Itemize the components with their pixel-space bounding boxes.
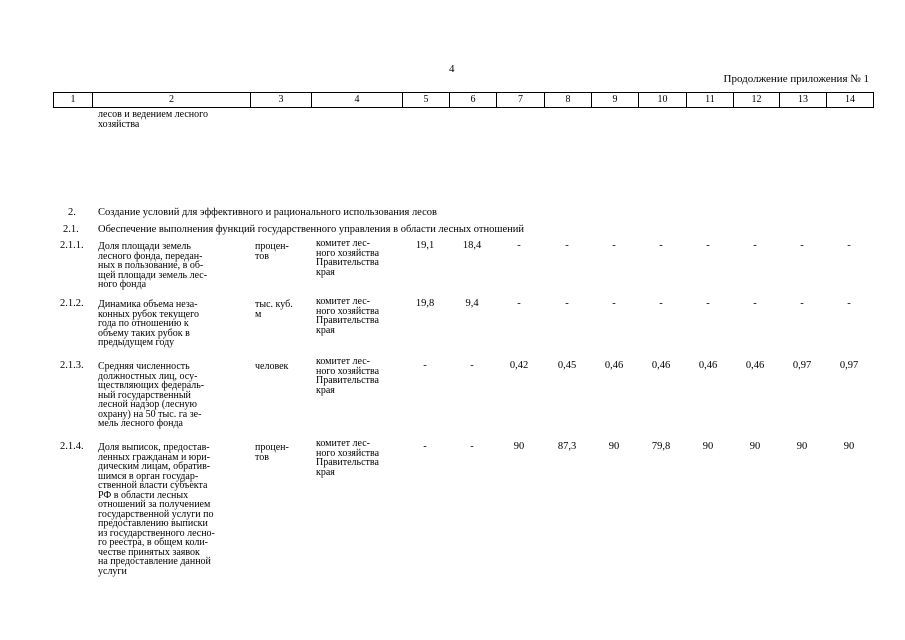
column-header-8: 8 (545, 93, 592, 108)
unit: тыс. куб. м (255, 299, 293, 320)
value-col-10: 0,46 (651, 360, 671, 371)
value-col-11: - (706, 298, 710, 309)
carryover-text: лесов и ведением лесного хозяйства (98, 109, 208, 130)
value-col-8: 0,45 (557, 360, 577, 371)
row-number: 2.1.1. (60, 240, 84, 251)
value-col-6: - (470, 360, 474, 371)
value-col-5: 19,1 (415, 240, 435, 251)
value-col-10: - (659, 298, 663, 309)
continuation-label: Продолжение приложения № 1 (723, 73, 869, 85)
indicator-name: Доля выписок, предостав- ленных гражданам и юри- дическим лицам, обратив- шимся в орган государ- ственной власти субъекта РФ в области лесных отношений за получением государственной услуги по предоставлению выписки из государственного лесно- го реестра, в общем коли- честве принятых заявок на предоставление данной услуги (98, 442, 215, 577)
value-col-13: - (800, 240, 804, 251)
row-number: 2.1.2. (60, 298, 84, 309)
row-number: 2.1.3. (60, 360, 84, 371)
value-col-13: 0,97 (792, 360, 812, 371)
value-col-12: 0,46 (745, 360, 765, 371)
value-col-5: 19,8 (415, 298, 435, 309)
value-col-7: 0,42 (509, 360, 529, 371)
section-number: 2. (68, 207, 76, 218)
value-col-5: - (423, 360, 427, 371)
value-col-8: - (565, 298, 569, 309)
column-header-4: 4 (312, 93, 403, 108)
column-header-11: 11 (687, 93, 734, 108)
value-col-10: - (659, 240, 663, 251)
value-col-9: 0,46 (604, 360, 624, 371)
value-col-9: 90 (608, 441, 620, 452)
unit: человек (255, 361, 289, 372)
value-col-11: 0,46 (698, 360, 718, 371)
value-col-14: 90 (843, 441, 855, 452)
column-header-2: 2 (93, 93, 251, 108)
executor: комитет лес- ного хозяйства Правительства края (316, 296, 380, 336)
value-col-14: - (847, 240, 851, 251)
value-col-14: - (847, 298, 851, 309)
value-col-12: - (753, 298, 757, 309)
value-col-8: - (565, 240, 569, 251)
value-col-13: 90 (796, 441, 808, 452)
indicator-name: Динамика объема неза- конных рубок текущего года по отношению к объему таких рубок в предыдущем году (98, 299, 199, 348)
column-header-12: 12 (734, 93, 780, 108)
executor: комитет лес- ного хозяйства Правительства края (316, 238, 380, 278)
value-col-7: - (517, 298, 521, 309)
value-col-10: 79,8 (651, 441, 671, 452)
section-title: Создание условий для эффективного и рационального использования лесов (98, 207, 437, 218)
value-col-8: 87,3 (557, 441, 577, 452)
value-col-9: - (612, 240, 616, 251)
column-header-14: 14 (827, 93, 874, 108)
executor: комитет лес- ного хозяйства Правительства края (316, 356, 380, 396)
unit: процен- тов (255, 442, 289, 463)
value-col-6: 9,4 (465, 298, 479, 309)
value-col-5: - (423, 441, 427, 452)
subsection-number: 2.1. (63, 224, 79, 235)
value-col-12: 90 (749, 441, 761, 452)
column-header-10: 10 (639, 93, 687, 108)
column-header-13: 13 (780, 93, 827, 108)
indicator-name: Доля площади земель лесного фонда, передан- ных в пользование, в об- щей площади земель лес- ного фонда (98, 241, 208, 290)
column-header-6: 6 (450, 93, 497, 108)
value-col-12: - (753, 240, 757, 251)
page-number: 4 (449, 63, 455, 75)
value-col-13: - (800, 298, 804, 309)
column-header-1: 1 (54, 93, 93, 108)
value-col-7: 90 (513, 441, 525, 452)
value-col-11: 90 (702, 441, 714, 452)
column-header-3: 3 (251, 93, 312, 108)
indicator-name: Средняя численность должностных лиц, осу- ществляющих федераль- ный государственный лесной надзор (лесную охрану) на 50 тыс. га зе- мель лесного фонда (98, 361, 205, 429)
column-number-header (53, 92, 874, 108)
column-header-7: 7 (497, 93, 545, 108)
value-col-7: - (517, 240, 521, 251)
subsection-title: Обеспечение выполнения функций государственного управления в области лесных отношений (98, 224, 524, 235)
value-col-11: - (706, 240, 710, 251)
value-col-6: 18,4 (462, 240, 482, 251)
unit: процен- тов (255, 241, 289, 262)
value-col-14: 0,97 (839, 360, 859, 371)
value-col-6: - (470, 441, 474, 452)
row-number: 2.1.4. (60, 441, 84, 452)
value-col-9: - (612, 298, 616, 309)
column-header-9: 9 (592, 93, 639, 108)
executor: комитет лес- ного хозяйства Правительства края (316, 438, 380, 478)
column-header-5: 5 (403, 93, 450, 108)
